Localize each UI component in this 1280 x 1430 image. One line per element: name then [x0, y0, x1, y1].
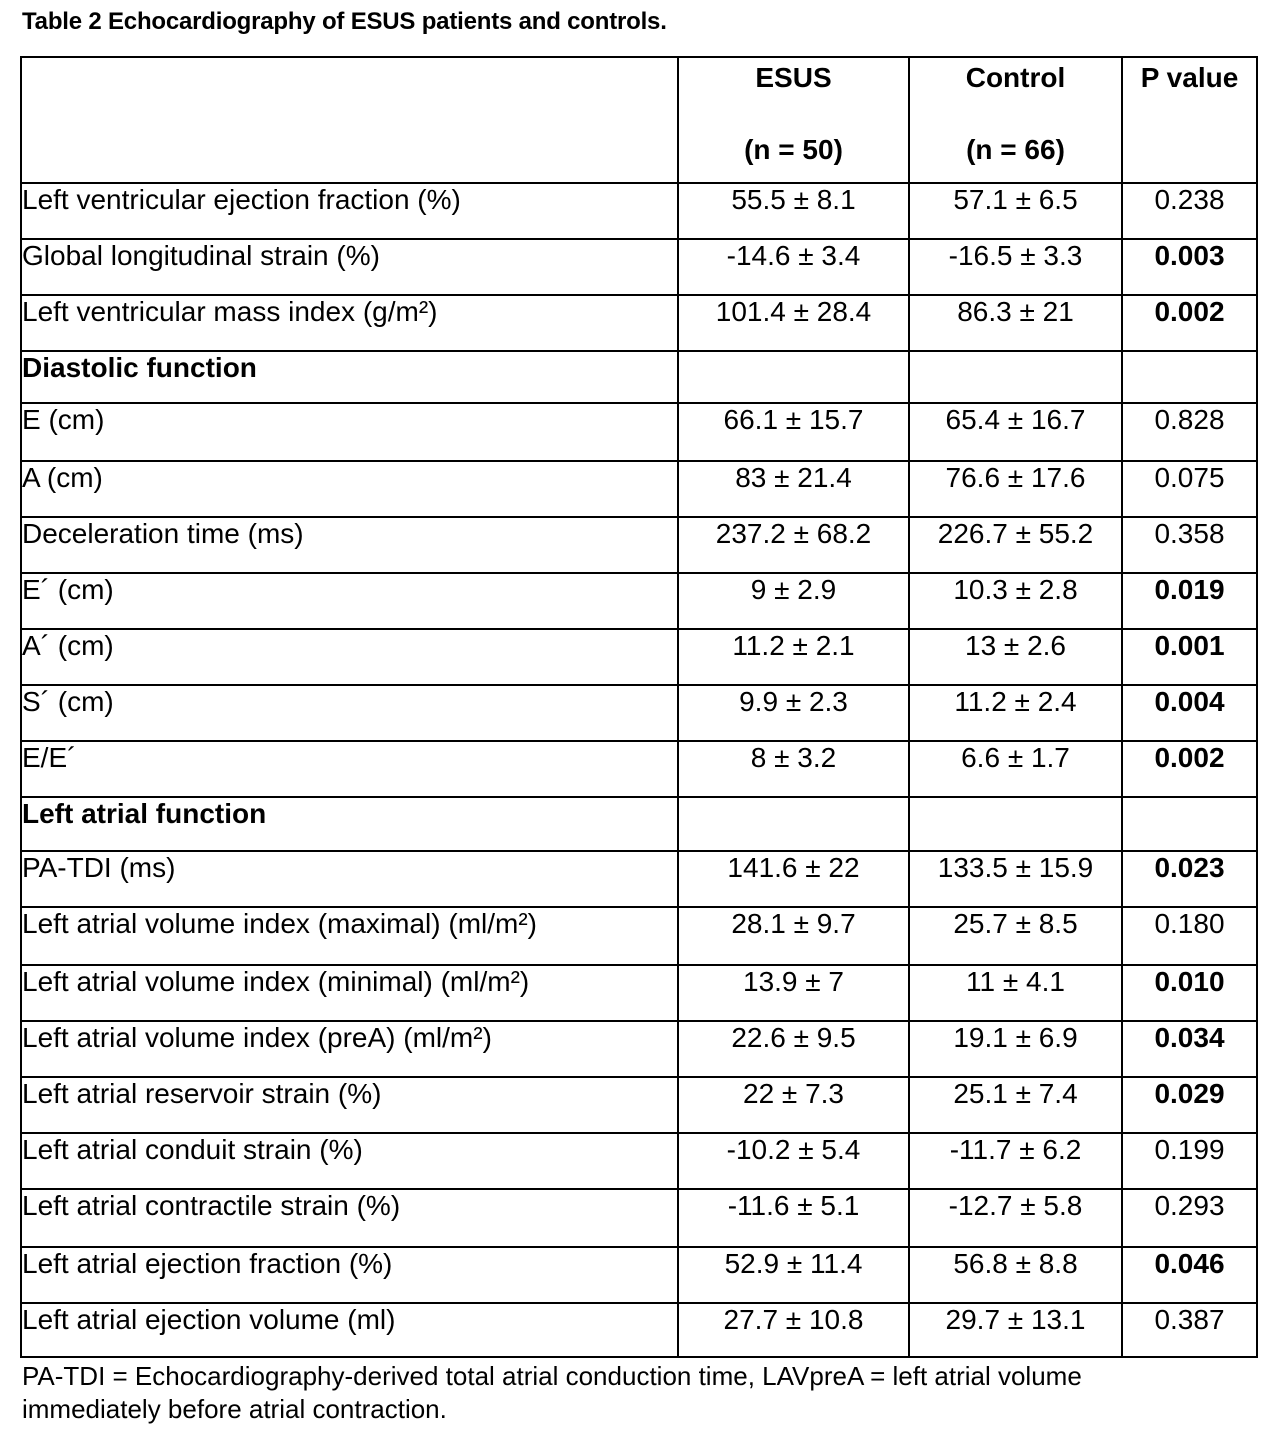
header-control-n: (n = 66) — [966, 134, 1065, 165]
control-value: -12.7 ± 5.8 — [909, 1189, 1122, 1247]
esus-cell — [678, 797, 909, 851]
row-label: E (cm) — [21, 403, 678, 461]
control-value: 57.1 ± 6.5 — [909, 183, 1122, 239]
control-value: 11.2 ± 2.4 — [909, 685, 1122, 741]
table-footnote: PA-TDI = Echocardiography-derived total atrial conduction time, LAVpreA = left atrial volume immediately before atrial contraction. — [22, 1361, 1082, 1424]
esus-value: 9 ± 2.9 — [678, 573, 909, 629]
row-label: Left atrial ejection volume (ml) — [21, 1303, 678, 1357]
table-row — [21, 573, 1257, 629]
table-row — [21, 1133, 1257, 1189]
esus-value: 28.1 ± 9.7 — [678, 907, 909, 965]
control-value: 19.1 ± 6.9 — [909, 1021, 1122, 1077]
table-row — [21, 1021, 1257, 1077]
row-label: Left atrial volume index (preA) (ml/m²) — [21, 1021, 678, 1077]
control-cell — [909, 797, 1122, 851]
table-row — [21, 741, 1257, 797]
header-control-label: Control — [965, 62, 1066, 93]
control-value: 13 ± 2.6 — [909, 629, 1122, 685]
section-row — [21, 351, 1257, 403]
table-row — [21, 183, 1257, 239]
row-label: E´ (cm) — [21, 573, 678, 629]
control-cell — [909, 351, 1122, 403]
esus-value: 8 ± 3.2 — [678, 741, 909, 797]
header-control — [909, 57, 1122, 183]
table-row — [21, 685, 1257, 741]
pvalue: 0.387 — [1122, 1303, 1257, 1357]
row-label: Left atrial volume index (maximal) (ml/m²) — [21, 907, 678, 965]
esus-value: 141.6 ± 22 — [678, 851, 909, 907]
control-value: 76.6 ± 17.6 — [909, 461, 1122, 517]
control-value: -11.7 ± 6.2 — [909, 1133, 1122, 1189]
control-value: 10.3 ± 2.8 — [909, 573, 1122, 629]
esus-value: 237.2 ± 68.2 — [678, 517, 909, 573]
row-label: A´ (cm) — [21, 629, 678, 685]
row-label: Left atrial ejection fraction (%) — [21, 1247, 678, 1303]
header-esus — [678, 57, 909, 183]
pvalue: 0.010 — [1122, 965, 1257, 1021]
esus-value: 83 ± 21.4 — [678, 461, 909, 517]
pvalue: 0.358 — [1122, 517, 1257, 573]
pvalue: 0.003 — [1122, 239, 1257, 295]
esus-value: 101.4 ± 28.4 — [678, 295, 909, 351]
row-label: Left ventricular ejection fraction (%) — [21, 183, 678, 239]
pvalue: 0.199 — [1122, 1133, 1257, 1189]
row-label: PA-TDI (ms) — [21, 851, 678, 907]
esus-value: 13.9 ± 7 — [678, 965, 909, 1021]
header-esus-label: ESUS — [755, 62, 832, 93]
esus-value: 11.2 ± 2.1 — [678, 629, 909, 685]
table-row — [21, 1189, 1257, 1247]
table-row — [21, 1303, 1257, 1357]
control-value: -16.5 ± 3.3 — [909, 239, 1122, 295]
pvalue: 0.023 — [1122, 851, 1257, 907]
table-row — [21, 907, 1257, 965]
row-label: S´ (cm) — [21, 685, 678, 741]
table-row — [21, 517, 1257, 573]
esus-value: 66.1 ± 15.7 — [678, 403, 909, 461]
control-value: 86.3 ± 21 — [909, 295, 1122, 351]
pvalue-cell — [1122, 797, 1257, 851]
esus-value: 9.9 ± 2.3 — [678, 685, 909, 741]
header-esus-n: (n = 50) — [744, 134, 843, 165]
table-row — [21, 965, 1257, 1021]
esus-value: 22 ± 7.3 — [678, 1077, 909, 1133]
section-row — [21, 797, 1257, 851]
header-row — [21, 57, 1257, 183]
control-value: 29.7 ± 13.1 — [909, 1303, 1122, 1357]
table-row — [21, 629, 1257, 685]
esus-value: 22.6 ± 9.5 — [678, 1021, 909, 1077]
esus-value: 52.9 ± 11.4 — [678, 1247, 909, 1303]
control-value: 226.7 ± 55.2 — [909, 517, 1122, 573]
table-row — [21, 1247, 1257, 1303]
esus-value: 55.5 ± 8.1 — [678, 183, 909, 239]
pvalue: 0.075 — [1122, 461, 1257, 517]
pvalue: 0.828 — [1122, 403, 1257, 461]
header-blank — [21, 57, 678, 183]
section-label: Diastolic function — [21, 351, 678, 403]
row-label: Left atrial conduit strain (%) — [21, 1133, 678, 1189]
pvalue: 0.046 — [1122, 1247, 1257, 1303]
table-row — [21, 239, 1257, 295]
control-value: 56.8 ± 8.8 — [909, 1247, 1122, 1303]
row-label: E/E´ — [21, 741, 678, 797]
control-value: 133.5 ± 15.9 — [909, 851, 1122, 907]
esus-value: -14.6 ± 3.4 — [678, 239, 909, 295]
pvalue: 0.004 — [1122, 685, 1257, 741]
pvalue: 0.029 — [1122, 1077, 1257, 1133]
pvalue: 0.002 — [1122, 295, 1257, 351]
section-label: Left atrial function — [21, 797, 678, 851]
esus-value: -10.2 ± 5.4 — [678, 1133, 909, 1189]
control-value: 6.6 ± 1.7 — [909, 741, 1122, 797]
pvalue: 0.180 — [1122, 907, 1257, 965]
row-label: Left atrial volume index (minimal) (ml/m²) — [21, 965, 678, 1021]
pvalue: 0.238 — [1122, 183, 1257, 239]
row-label: A (cm) — [21, 461, 678, 517]
control-value: 25.7 ± 8.5 — [909, 907, 1122, 965]
row-label: Global longitudinal strain (%) — [21, 239, 678, 295]
table-row — [21, 403, 1257, 461]
esus-cell — [678, 351, 909, 403]
echocardiography-table — [20, 56, 1258, 1358]
table-row — [21, 461, 1257, 517]
pvalue: 0.019 — [1122, 573, 1257, 629]
table-row — [21, 851, 1257, 907]
table-row — [21, 295, 1257, 351]
header-pvalue-label: P value — [1140, 62, 1239, 93]
row-label: Left ventricular mass index (g/m²) — [21, 295, 678, 351]
row-label: Left atrial reservoir strain (%) — [21, 1077, 678, 1133]
control-value: 11 ± 4.1 — [909, 965, 1122, 1021]
pvalue-cell — [1122, 351, 1257, 403]
table-title: Table 2 Echocardiography of ESUS patients and controls. — [22, 8, 667, 35]
row-label: Deceleration time (ms) — [21, 517, 678, 573]
pvalue: 0.001 — [1122, 629, 1257, 685]
table-row — [21, 1077, 1257, 1133]
pvalue: 0.034 — [1122, 1021, 1257, 1077]
esus-value: 27.7 ± 10.8 — [678, 1303, 909, 1357]
esus-value: -11.6 ± 5.1 — [678, 1189, 909, 1247]
row-label: Left atrial contractile strain (%) — [21, 1189, 678, 1247]
control-value: 25.1 ± 7.4 — [909, 1077, 1122, 1133]
pvalue: 0.293 — [1122, 1189, 1257, 1247]
pvalue: 0.002 — [1122, 741, 1257, 797]
control-value: 65.4 ± 16.7 — [909, 403, 1122, 461]
header-pvalue — [1122, 57, 1257, 183]
